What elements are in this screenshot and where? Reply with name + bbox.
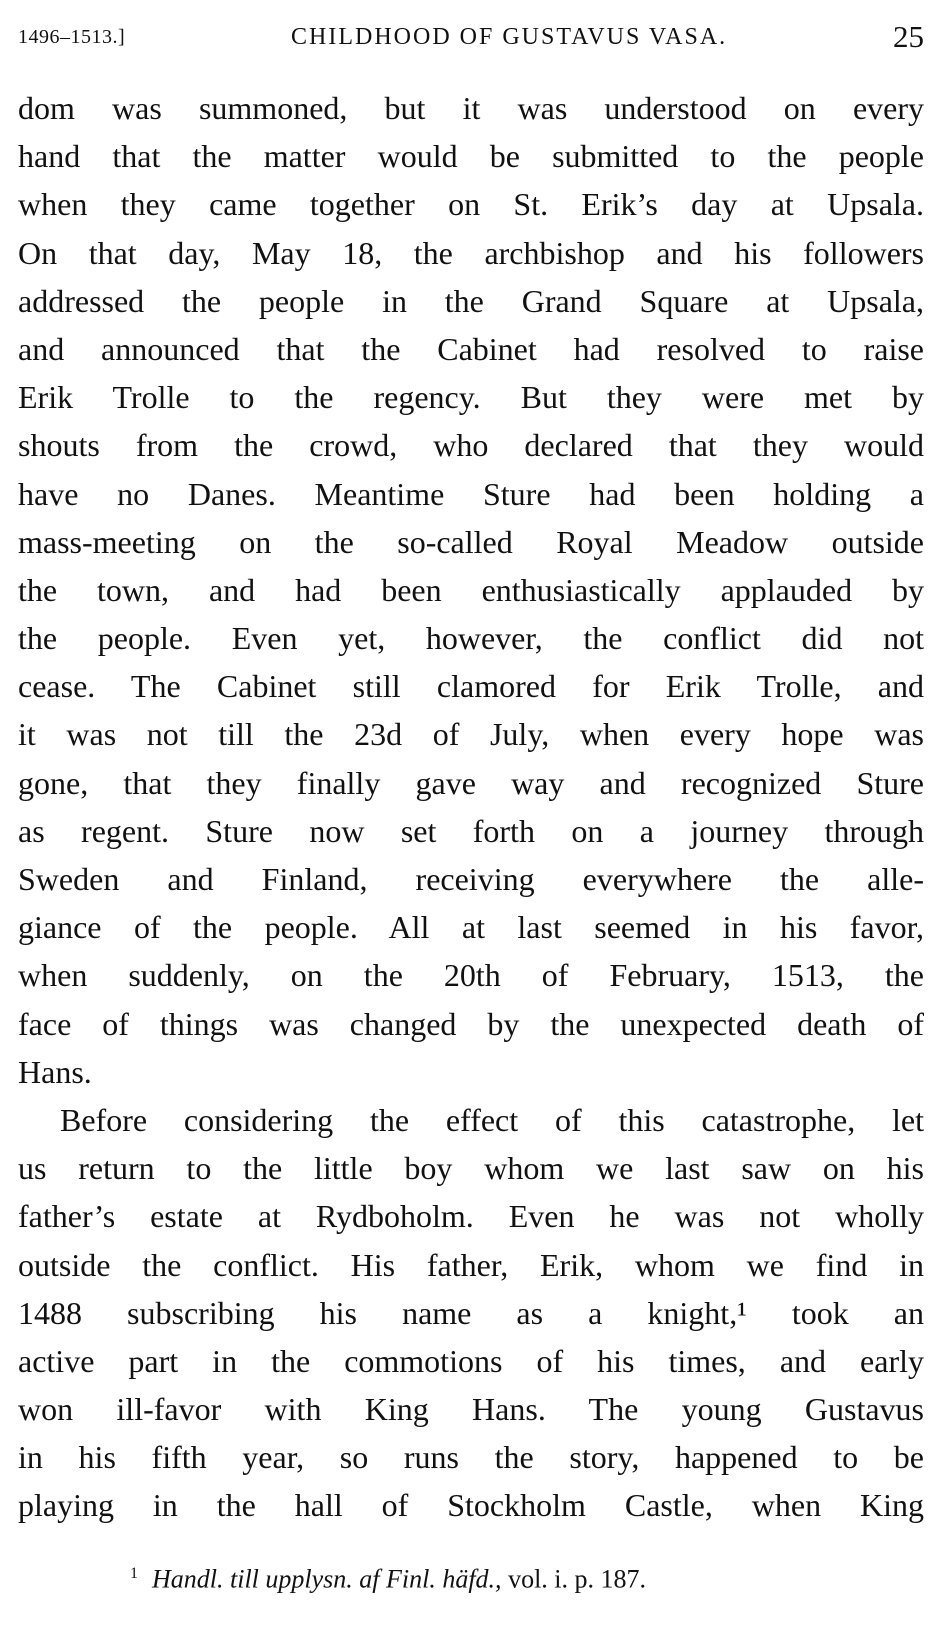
text-line: playing in the hall of Stockholm Castle, when King xyxy=(18,1487,924,1524)
text-line: Erik Trolle to the regency. But they were met by xyxy=(18,379,924,416)
text-line: Sweden and Finland, receiving everywhere the alle- xyxy=(18,861,924,897)
text-line-paragraph-end: Hans. xyxy=(18,1053,92,1090)
text-line: addressed the people in the Grand Square at Upsala, xyxy=(18,282,924,319)
text-line: gone, that they finally gave way and recognized Sture xyxy=(18,764,924,801)
text-line: face of things was changed by the unexpected death of xyxy=(18,1005,924,1042)
text-line: hand that the matter would be submitted to the people xyxy=(18,138,924,175)
text-line: father’s estate at Rydboholm. Even he was not wholly xyxy=(18,1198,924,1235)
footnote-citation: Handl. till upplysn. af Finl. häfd., xyxy=(152,1564,502,1594)
footnote-marker: 1 xyxy=(130,1565,138,1582)
text-line: won ill-favor with King Hans. The young Gustavus xyxy=(18,1391,924,1428)
text-line: outside the conflict. His father, Erik, whom we find in xyxy=(18,1246,924,1283)
page-number: 25 xyxy=(892,19,924,54)
text-line-paragraph-start: Before considering the effect of this catastrophe, let xyxy=(60,1101,924,1138)
footnote-reference: vol. i. p. 187. xyxy=(501,1564,647,1594)
body-text xyxy=(18,84,924,1530)
text-line: cease. The Cabinet still clamored for Erik Trolle, and xyxy=(18,668,924,705)
text-line: giance of the people. All at last seemed in his favor, xyxy=(18,909,924,946)
running-head-title: CHILDHOOD OF GUSTAVUS VASA. xyxy=(291,23,728,50)
text-line: mass-meeting on the so-called Royal Meadow outside xyxy=(18,523,924,560)
text-line: when they came together on St. Erik’s day at Upsala. xyxy=(18,186,924,223)
text-line: and announced that the Cabinet had resolved to raise xyxy=(18,330,924,367)
text-line: us return to the little boy whom we last saw on his xyxy=(18,1150,924,1187)
footnote xyxy=(130,1558,890,1596)
text-line: 1488 subscribing his name as a knight,¹ took an xyxy=(18,1294,924,1331)
text-line: the town, and had been enthusiastically applauded by xyxy=(18,571,924,608)
text-line: when suddenly, on the 20th of February, 1513, the xyxy=(18,957,924,994)
text-line: shouts from the crowd, who declared that they would xyxy=(18,427,924,464)
text-line: in his fifth year, so runs the story, happened to be xyxy=(18,1439,924,1476)
text-line: the people. Even yet, however, the conflict did not xyxy=(18,620,924,657)
text-line: dom was summoned, but it was understood on every xyxy=(18,90,924,126)
running-head xyxy=(18,14,924,60)
text-line: On that day, May 18, the archbishop and his followers xyxy=(18,234,924,271)
text-line: it was not till the 23d of July, when every hope was xyxy=(18,716,924,753)
text-line: active part in the commotions of his times, and early xyxy=(18,1342,924,1379)
text-line: as regent. Sture now set forth on a journey through xyxy=(18,812,924,849)
text-line: have no Danes. Meantime Sture had been holding a xyxy=(18,475,924,512)
running-head-date-range: 1496–1513.] xyxy=(18,25,126,48)
